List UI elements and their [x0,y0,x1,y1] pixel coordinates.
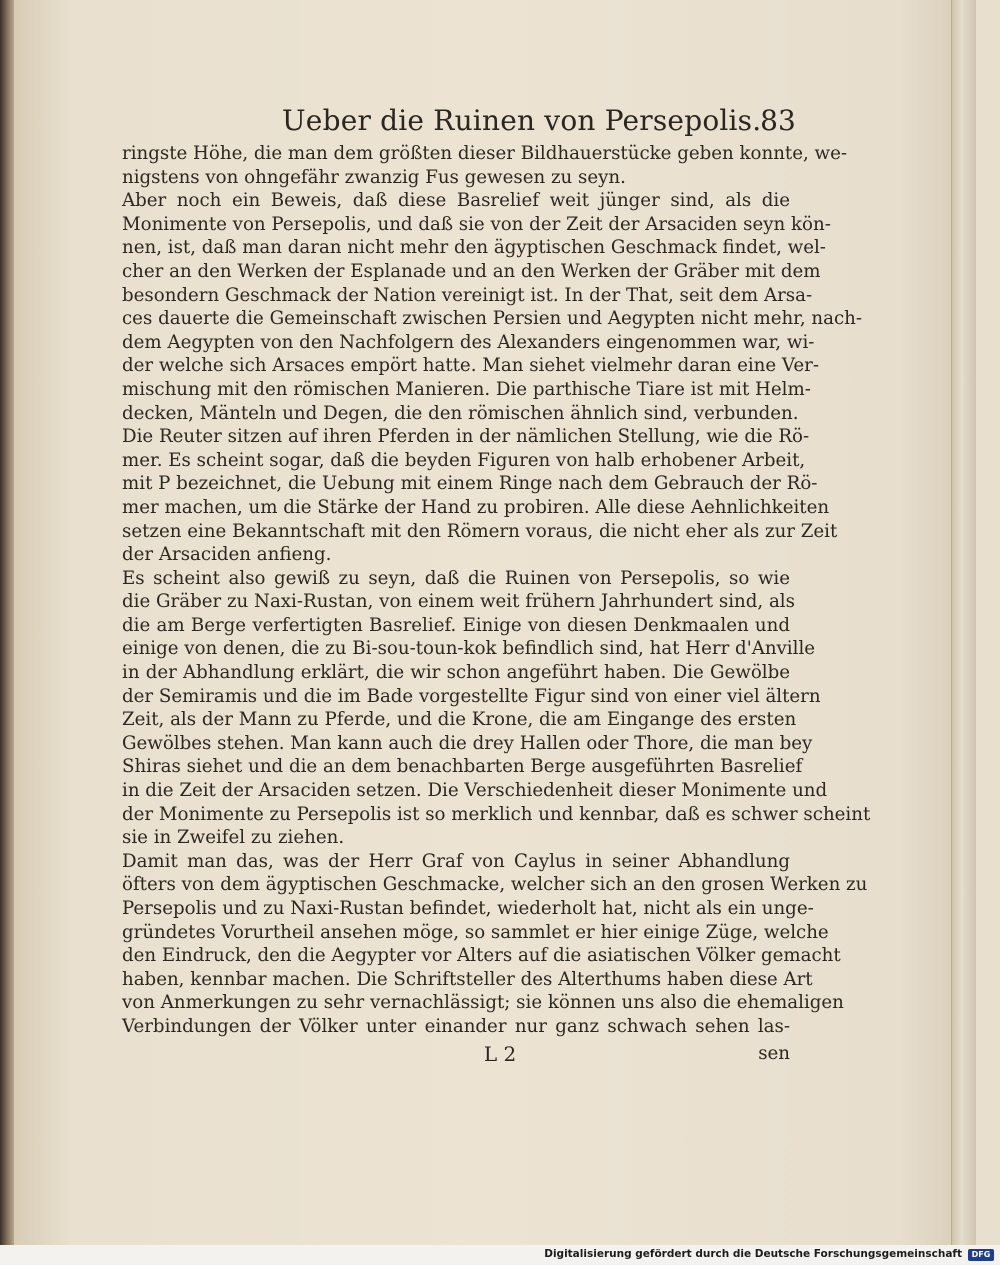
text-line: Gewölbes stehen. Man kann auch die drey Hallen oder Thore, die man bey [122,732,813,754]
text-line: sie in Zweifel zu ziehen. [122,827,345,849]
text-line: cher an den Werken der Esplanade und an den Werken der Gräber mit dem [122,260,821,282]
text-line: dem Aegypten von den Nachfolgern des Alexanders eingenommen war, wi- [122,331,815,353]
text-line: den Eindruck, den die Aegypter vor Alters auf die asiatischen Völker gemacht [122,945,841,967]
footer-marks [122,1040,790,1070]
text-line: decken, Mänteln und Degen, die den römischen ähnlich sind, verbunden. [122,402,799,424]
text-line: Damit man das, was der Herr Graf von Caylus in seiner Abhandlung [122,850,790,872]
dfg-logo-icon: DFG [968,1249,994,1261]
text-line: der Arsaciden anfieng. [122,544,332,566]
text-line: in die Zeit der Arsaciden setzen. Die Verschiedenheit dieser Monimente und [122,780,828,802]
text-line: mischung mit den römischen Manieren. Die parthische Tiare ist mit Helm- [122,378,811,400]
digitization-credit: Digitalisierung gefördert durch die Deutsche Forschungsgemeinschaft [544,1248,962,1260]
text-line: Die Reuter sitzen auf ihren Pferden in der nämlichen Stellung, wie die Rö- [122,426,810,448]
text-line: der Monimente zu Persepolis ist so merklich und kennbar, daß es schwer scheint [122,803,871,825]
text-line: in der Abhandlung erklärt, die wir schon angeführt haben. Die Gewölbe [122,662,790,684]
body-text [122,142,871,1039]
text-line: Zeit, als der Mann zu Pferde, und die Krone, die am Eingange des ersten [122,709,797,731]
text-line: einige von denen, die zu Bi-sou-toun-kok befindlich sind, hat Herr d'Anville [122,638,816,660]
book-binding [0,0,14,1245]
running-title: Ueber die Ruinen von Persepolis. [282,104,762,137]
text-line: besondern Geschmack der Nation vereinigt ist. In der That, seit dem Arsa- [122,284,813,306]
text-line: Aber noch ein Beweis, daß diese Basrelief weit jünger sind, als die [122,190,790,212]
signature-mark: L 2 [483,1042,517,1066]
text-line: Shiras siehet und die an dem benachbarten Berge ausgeführten Basrelief [122,756,803,778]
text-line: mer. Es scheint sogar, daß die beyden Figuren von halb erhobener Arbeit, [122,449,806,471]
text-line: ringste Höhe, die man dem größten dieser Bildhauerstücke geben konnte, we- [122,143,848,164]
text-line: mit P bezeichnet, die Uebung mit einem Ringe nach dem Gebrauch der Rö- [122,473,818,495]
text-line: ces dauerte die Gemeinschaft zwischen Persien und Aegypten nicht mehr, nach- [122,308,863,330]
text-line: setzen eine Bekanntschaft mit den Römern voraus, die nicht eher als zur Zeit [122,520,838,542]
text-line: die am Berge verfertigten Basrelief. Einige von diesen Denkmaalen und [122,614,790,636]
text-line: Verbindungen der Völker unter einander nur ganz schwach sehen las- [122,1015,790,1037]
page-number: 83 [760,104,796,137]
catchword: sen [758,1043,790,1064]
text-line: gründetes Vorurtheil ansehen möge, so sammlet er hier einige Züge, welche [122,921,829,943]
footer-bar [0,1245,1000,1265]
text-line: Es scheint also gewiß zu seyn, daß die Ruinen von Persepolis, so wie [122,567,790,589]
text-line: nigstens von ohngefähr zwanzig Fus gewesen zu seyn. [122,166,626,188]
text-line: mer machen, um die Stärke der Hand zu probiren. Alle diese Aehnlichkeiten [122,496,830,518]
text-line: öfters von dem ägyptischen Geschmacke, welcher sich an den grosen Werken zu [122,874,868,896]
text-line: der welche sich Arsaces empört hatte. Man siehet vielmehr daran eine Ver- [122,355,819,377]
text-line: Persepolis und zu Naxi-Rustan befindet, wiederholt hat, nicht als ein unge- [122,898,814,919]
text-line: von Anmerkungen zu sehr vernachlässigt; sie können uns also die ehemaligen [122,992,844,1014]
text-line: Monimente von Persepolis, und daß sie von der Zeit der Arsaciden seyn kön- [122,213,831,235]
text-line: die Gräber zu Naxi-Rustan, von einem weit frühern Jahrhundert sind, als [122,591,795,613]
text-line: nen, ist, daß man daran nicht mehr den ägyptischen Geschmack findet, wel- [122,237,826,259]
text-line: der Semiramis und die im Bade vorgestellte Figur sind von einer viel ältern [122,685,821,707]
text-line: haben, kennbar machen. Die Schriftsteller des Alterthums haben diese Art [122,968,813,990]
page-edge [951,0,976,1245]
